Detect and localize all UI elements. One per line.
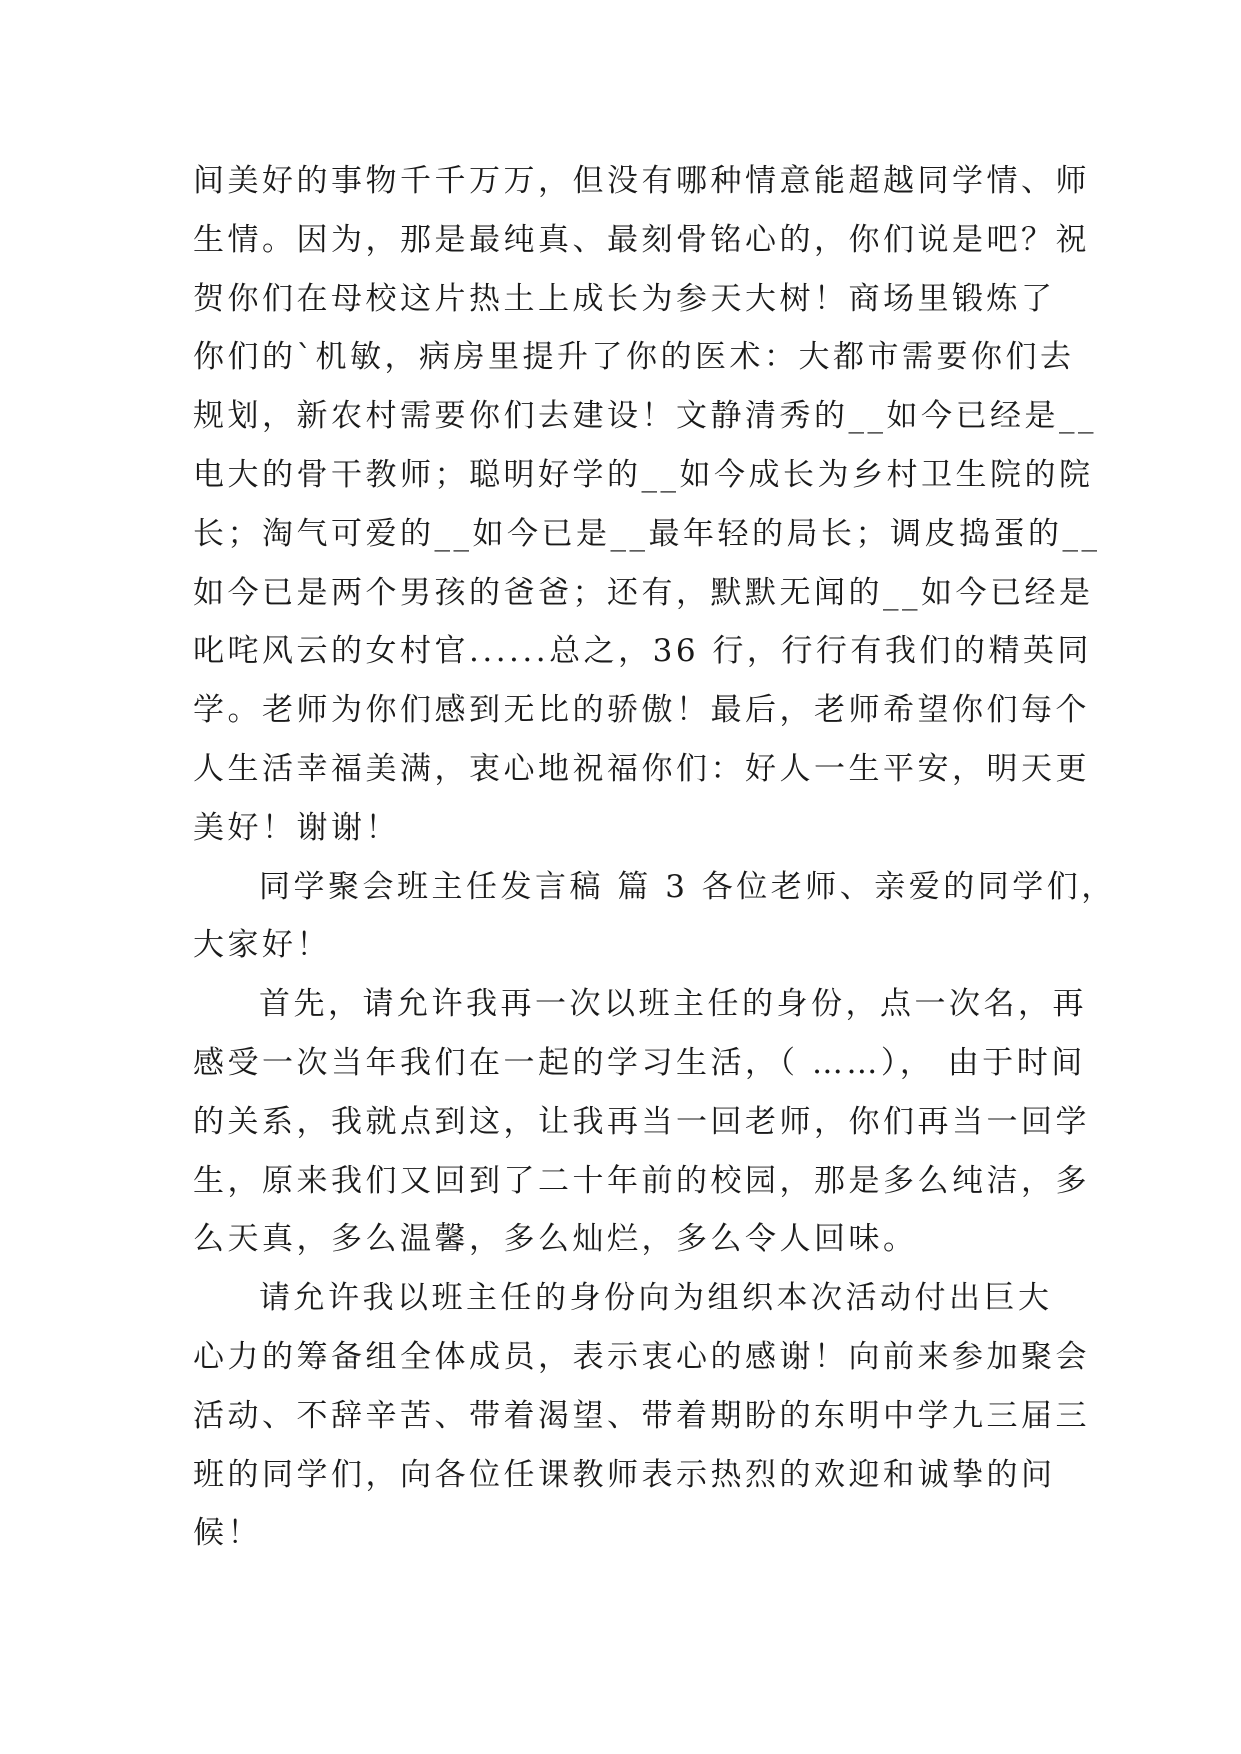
text-line: 的关系，我就点到这，让我再当一回老师，你们再当一回学 [193,1103,1090,1140]
text-line: 间美好的事物千千万万，但没有哪种情意能超越同学情、师 [193,163,1090,199]
text-line: 学。老师为你们感到无比的骄傲！最后，老师希望你们每个 [193,692,1090,729]
paragraph-start-line: 请允许我以班主任的身份向为组织本次活动付出巨大 [259,1280,1053,1317]
paragraph-start-line: 同学聚会班主任发言稿 篇 3 各位老师、亲爱的同学们， [259,868,1116,905]
text-line: 美好！谢谢！ [193,809,400,846]
text-line: 人生活幸福美满，衷心地祝福你们：好人一生平安，明天更 [193,750,1090,787]
text-line: 如今已是两个男孩的爸爸；还有，默默无闻的__如今已经是 [193,574,1094,611]
text-line: 电大的骨干教师；聪明好学的__如今成长为乡村卫生院的院 [193,456,1094,493]
text-line: 规划，新农村需要你们去建设！文静清秀的__如今已经是__ [193,398,1097,435]
paragraph-start-line: 首先，请允许我再一次以班主任的身份，点一次名，再 [259,986,1087,1023]
text-line: 生，原来我们又回到了二十年前的校园，那是多么纯洁，多 [193,1162,1090,1199]
text-line: 候！ [193,1515,262,1552]
text-line: 长；淘气可爱的__如今已是__最年轻的局长；调皮捣蛋的__ [193,515,1101,552]
text-line: 么天真，多么温馨，多么灿烂，多么令人回味。 [193,1221,918,1258]
text-line: 你们的`机敏，病房里提升了你的医术：大都市需要你们去 [193,339,1075,376]
text-line: 班的同学们，向各位任课教师表示热烈的欢迎和诚挚的问 [193,1456,1056,1493]
text-line: 活动、不辞辛苦、带着渴望、带着期盼的东明中学九三届三 [193,1397,1090,1434]
text-line: 心力的筹备组全体成员，表示衷心的感谢！向前来参加聚会 [193,1338,1090,1375]
body-text [193,152,1116,1563]
text-line: 生情。因为，那是最纯真、最刻骨铭心的，你们说是吧？祝 [193,221,1090,258]
text-line: 感受一次当年我们在一起的学习生活，（ ……）， 由于时间 [193,1044,1086,1081]
text-line: 叱咤风云的女村官......总之，36 行，行行有我们的精英同 [193,633,1092,670]
text-line: 贺你们在母校这片热土上成长为参天大树！商场里锻炼了 [193,280,1056,317]
text-line: 大家好！ [193,927,331,964]
